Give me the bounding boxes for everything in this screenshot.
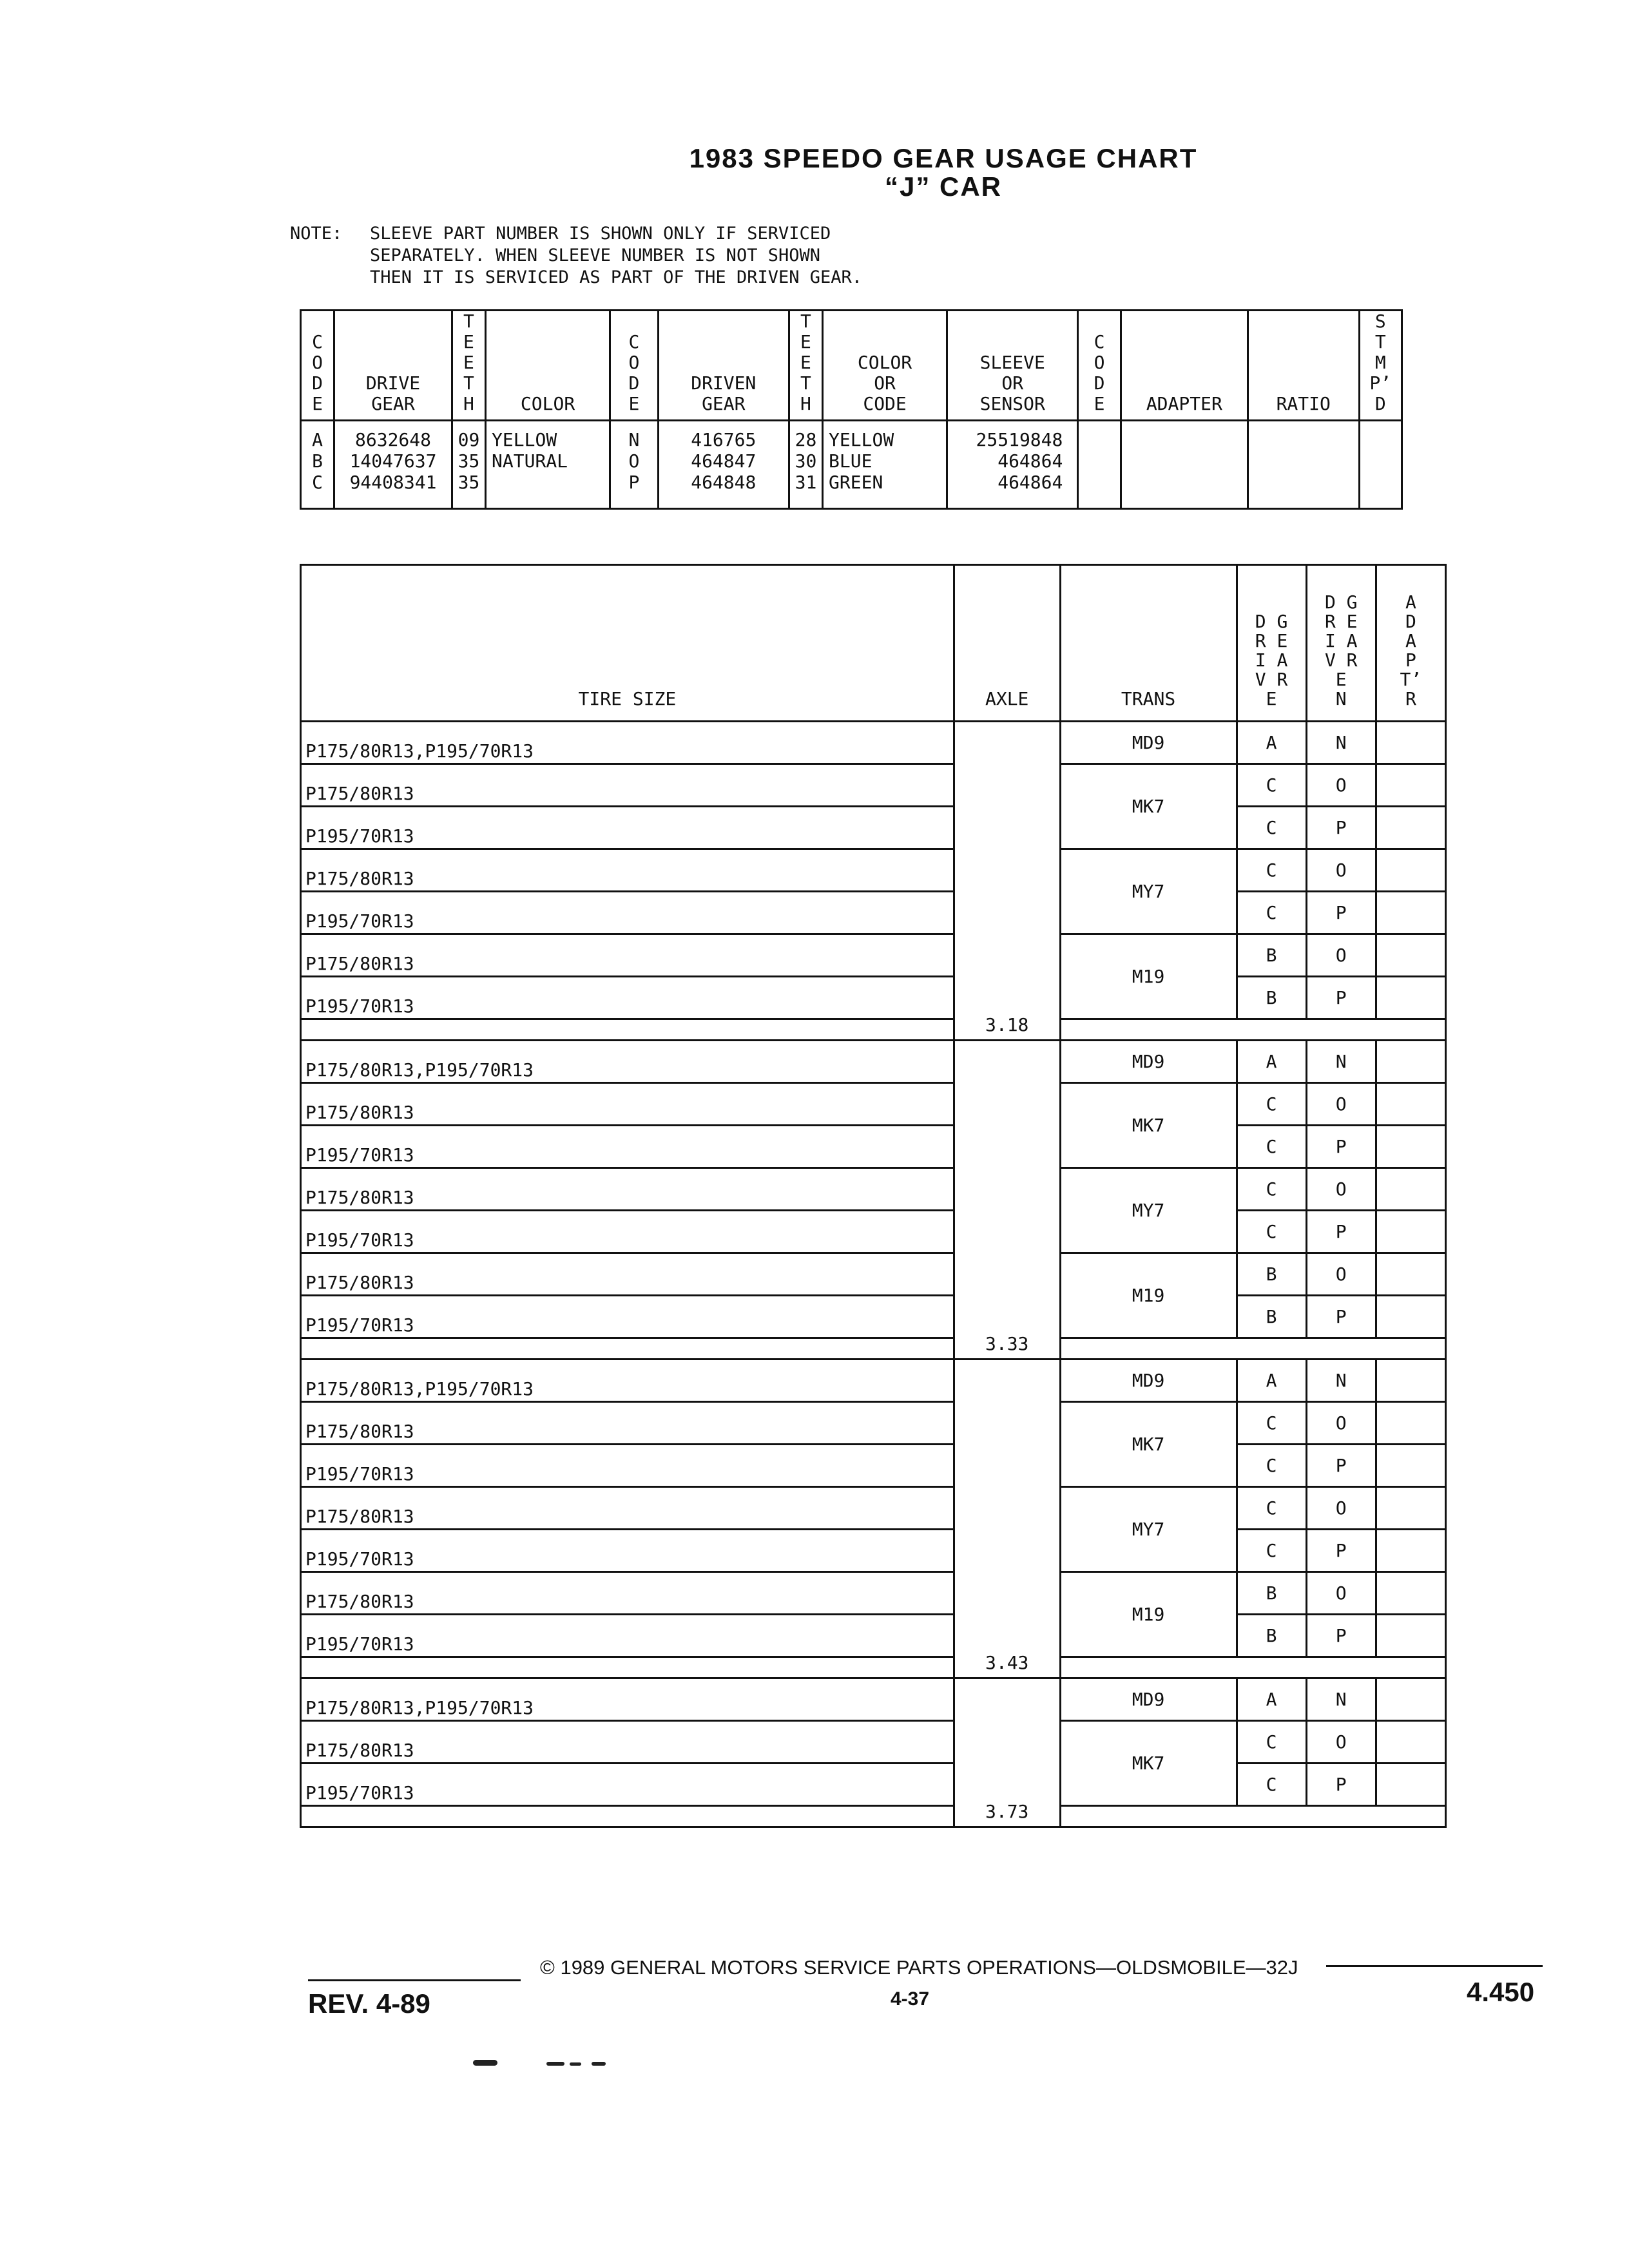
adapter-cell <box>1376 807 1445 849</box>
drive-gear-cell: C <box>1237 1126 1306 1168</box>
driven-gear-cell: O <box>1306 1083 1376 1126</box>
tire-size-cell: P175/80R13 <box>301 1083 954 1126</box>
tire-size-cell: P175/80R13 <box>301 1402 954 1445</box>
tire-size-cell: P195/70R13 <box>301 1530 954 1572</box>
header-driven-color: COLOR OR CODE <box>823 311 947 421</box>
trans-cell: MD9 <box>1060 1360 1237 1402</box>
table-row <box>301 1530 1446 1572</box>
tire-size-cell: P195/70R13 <box>301 892 954 934</box>
page-ref: 4-37 <box>891 1988 930 2010</box>
scan-smudge <box>473 2060 497 2066</box>
driven-gear-cell: P <box>1306 1615 1376 1657</box>
usage-table-body <box>301 722 1446 1827</box>
drive-gear-cell: C <box>1237 1402 1306 1445</box>
header-drive-gear: DRIVE GEAR <box>334 311 452 421</box>
table-row <box>301 1487 1446 1530</box>
table-row <box>301 807 1446 849</box>
header-driven-teeth: T E E T H <box>789 311 822 421</box>
drive-gear-cell: A <box>1237 1041 1306 1083</box>
separator-cell <box>301 1019 954 1041</box>
table-row <box>301 934 1446 977</box>
sleeve-code-cell <box>1078 421 1121 509</box>
drive-gear-cell: B <box>1237 1615 1306 1657</box>
separator-cell <box>301 1657 954 1678</box>
driven-code-cell: N O P <box>610 421 659 509</box>
drive-gear-cell: C <box>1237 1083 1306 1126</box>
adapter-cell <box>1376 892 1445 934</box>
tire-size-cell: P195/70R13 <box>301 1615 954 1657</box>
trans-cell: MY7 <box>1060 1487 1237 1572</box>
tire-size-cell: P175/80R13 <box>301 1253 954 1296</box>
table-row <box>301 892 1446 934</box>
adapter-cell <box>1376 977 1445 1019</box>
driven-gear-cell: O <box>1306 1253 1376 1296</box>
sleeve-cell: 25519848 464864 464864 <box>947 421 1078 509</box>
trans-cell: MY7 <box>1060 849 1237 934</box>
drive-gear-cell: A <box>1237 1678 1306 1721</box>
adapter-cell <box>1376 764 1445 807</box>
revision: REV. 4-89 <box>308 1988 430 2019</box>
tire-size-cell: P195/70R13 <box>301 1763 954 1806</box>
scan-smudge <box>570 2062 581 2066</box>
trans-cell: M19 <box>1060 934 1237 1019</box>
gear-table-body <box>301 421 1402 509</box>
drive-gear-cell: C <box>1237 892 1306 934</box>
copyright: © 1989 GENERAL MOTORS SERVICE PARTS OPERATIONS—OLDSMOBILE—32J <box>540 1956 1298 1979</box>
trans-cell: MK7 <box>1060 764 1237 849</box>
driven-gear-cell: P <box>1306 1296 1376 1338</box>
table-row <box>301 1083 1446 1126</box>
adapter-cell <box>1121 421 1248 509</box>
header-drive-color: COLOR <box>486 311 610 421</box>
table-row <box>301 1721 1446 1763</box>
drive-gear-cell: C <box>1237 1168 1306 1211</box>
trans-cell: M19 <box>1060 1253 1237 1338</box>
table-row <box>301 1360 1446 1402</box>
driven-gear-cell: P <box>1306 892 1376 934</box>
trans-cell: MK7 <box>1060 1083 1237 1168</box>
table-row <box>301 1615 1446 1657</box>
adapter-cell <box>1376 1168 1445 1211</box>
axle-cell: 3.33 <box>954 1041 1060 1360</box>
stmpd-cell <box>1359 421 1402 509</box>
axle-cell: 3.43 <box>954 1360 1060 1678</box>
drive-teeth-cell: 09 35 35 <box>452 421 485 509</box>
trans-cell: MD9 <box>1060 722 1237 764</box>
chart-subtitle: “J” CAR <box>884 171 1003 202</box>
driven-gear-cell: P <box>1306 807 1376 849</box>
tire-size-cell: P175/80R13,P195/70R13 <box>301 1678 954 1721</box>
separator-cell <box>301 1338 954 1360</box>
adapter-cell <box>1376 1041 1445 1083</box>
adapter-cell <box>1376 1530 1445 1572</box>
adapter-cell <box>1376 934 1445 977</box>
adapter-cell <box>1376 1678 1445 1721</box>
adapter-cell <box>1376 1445 1445 1487</box>
gear-table <box>300 309 1403 510</box>
tire-size-cell: P175/80R13 <box>301 1572 954 1615</box>
drive-gear-cell: C <box>1237 1763 1306 1806</box>
header-tire-size: TIRE SIZE <box>301 565 954 722</box>
axle-cell: 3.73 <box>954 1678 1060 1827</box>
table-row <box>301 1763 1446 1806</box>
note-line: SLEEVE PART NUMBER IS SHOWN ONLY IF SERVICED <box>370 224 831 244</box>
header-sleeve-code: C O D E <box>1078 311 1121 421</box>
table-row <box>301 1041 1446 1083</box>
driven-color-cell: YELLOW BLUE GREEN <box>823 421 947 509</box>
adapter-cell <box>1376 1360 1445 1402</box>
driven-gear-cell: O <box>1306 1402 1376 1445</box>
drive-gear-cell: A <box>1237 722 1306 764</box>
footer-rule-left <box>308 1979 521 1981</box>
adapter-cell <box>1376 1296 1445 1338</box>
driven-gear-cell: N <box>1306 1360 1376 1402</box>
note-line: SEPARATELY. WHEN SLEEVE NUMBER IS NOT SHOWN <box>370 245 820 265</box>
page-number: 4.450 <box>1467 1977 1535 2007</box>
header-adapter: ADAPTER <box>1121 311 1248 421</box>
separator-cell <box>301 1806 954 1827</box>
header-axle: AXLE <box>954 565 1060 722</box>
ratio-cell <box>1248 421 1359 509</box>
table-row <box>301 1572 1446 1615</box>
adapter-cell <box>1376 1253 1445 1296</box>
scan-smudge <box>592 2062 606 2066</box>
separator-cell <box>1060 1657 1445 1678</box>
table-row <box>301 1168 1446 1211</box>
trans-cell: MY7 <box>1060 1168 1237 1253</box>
header-ratio: RATIO <box>1248 311 1359 421</box>
chart-title: 1983 SPEEDO GEAR USAGE CHART <box>689 143 1198 173</box>
adapter-cell <box>1376 1211 1445 1253</box>
drive-gear-cell: C <box>1237 1211 1306 1253</box>
table-row <box>301 1253 1446 1296</box>
driven-gear-cell: P <box>1306 1763 1376 1806</box>
drive-gear-cell: A <box>1237 1360 1306 1402</box>
tire-size-cell: P195/70R13 <box>301 977 954 1019</box>
drive-gear-cell: B <box>1237 934 1306 977</box>
header-trans: TRANS <box>1060 565 1237 722</box>
driven-gear-cell: P <box>1306 1445 1376 1487</box>
tire-size-cell: P195/70R13 <box>301 1445 954 1487</box>
adapter-cell <box>1376 849 1445 892</box>
adapter-cell <box>1376 1126 1445 1168</box>
header-stmpd: S T M P’ D <box>1359 311 1402 421</box>
table-row <box>301 1126 1446 1168</box>
driven-gear-cell: O <box>1306 934 1376 977</box>
header-drive-code: C O D E <box>301 311 334 421</box>
trans-cell: M19 <box>1060 1572 1237 1657</box>
tire-size-cell: P175/80R13,P195/70R13 <box>301 722 954 764</box>
header-driven-gear: D G R E I A V R E N <box>1306 565 1376 722</box>
tire-size-cell: P195/70R13 <box>301 1211 954 1253</box>
trans-cell: MD9 <box>1060 1678 1237 1721</box>
driven-gear-cell: P <box>1306 1530 1376 1572</box>
driven-gear-cell: P <box>1306 1211 1376 1253</box>
drive-gear-cell: C <box>1237 1487 1306 1530</box>
note-text <box>370 223 950 289</box>
drive-gear-cell: C <box>1237 807 1306 849</box>
driven-gear-cell: O <box>1306 1487 1376 1530</box>
separator-cell <box>1060 1019 1445 1041</box>
adapter-cell <box>1376 722 1445 764</box>
driven-gear-cell: O <box>1306 1572 1376 1615</box>
header-driven-gear: DRIVEN GEAR <box>658 311 789 421</box>
header-drive-teeth: T E E T H <box>452 311 485 421</box>
table-row <box>301 764 1446 807</box>
group-separator <box>301 1338 1446 1360</box>
drive-gear-cell: C <box>1237 1445 1306 1487</box>
table-row <box>301 1211 1446 1253</box>
tire-size-cell: P195/70R13 <box>301 1296 954 1338</box>
separator-cell <box>1060 1338 1445 1360</box>
drive-gear-cell: 8632648 14047637 94408341 <box>334 421 452 509</box>
drive-gear-cell: B <box>1237 1296 1306 1338</box>
drive-gear-cell: B <box>1237 1253 1306 1296</box>
tire-size-cell: P195/70R13 <box>301 807 954 849</box>
tire-size-cell: P175/80R13,P195/70R13 <box>301 1360 954 1402</box>
drive-gear-cell: C <box>1237 849 1306 892</box>
tire-size-cell: P175/80R13 <box>301 849 954 892</box>
adapter-cell <box>1376 1487 1445 1530</box>
trans-cell: MK7 <box>1060 1402 1237 1487</box>
adapter-cell <box>1376 1572 1445 1615</box>
drive-gear-cell: B <box>1237 1572 1306 1615</box>
drive-gear-cell: C <box>1237 1721 1306 1763</box>
header-sleeve: SLEEVE OR SENSOR <box>947 311 1078 421</box>
adapter-cell <box>1376 1763 1445 1806</box>
tire-size-cell: P175/80R13 <box>301 1487 954 1530</box>
gear-table-header <box>301 311 1402 421</box>
drive-gear-cell: B <box>1237 977 1306 1019</box>
driven-gear-cell: N <box>1306 722 1376 764</box>
note-line: THEN IT IS SERVICED AS PART OF THE DRIVEN GEAR. <box>370 267 863 287</box>
header-drive-gear: D G R E I A V R E <box>1237 565 1306 722</box>
drive-gear-cell: C <box>1237 764 1306 807</box>
group-separator <box>301 1806 1446 1827</box>
driven-teeth-cell: 28 30 31 <box>789 421 822 509</box>
group-separator <box>301 1657 1446 1678</box>
adapter-cell <box>1376 1083 1445 1126</box>
tire-size-cell: P195/70R13 <box>301 1126 954 1168</box>
usage-table <box>300 564 1447 1828</box>
footer-rule-right <box>1326 1965 1543 1967</box>
usage-table-header <box>301 565 1446 722</box>
group-separator <box>301 1019 1446 1041</box>
driven-gear-cell: O <box>1306 764 1376 807</box>
drive-color-cell: YELLOW NATURAL <box>486 421 610 509</box>
driven-gear-cell: O <box>1306 849 1376 892</box>
drive-gear-cell: C <box>1237 1530 1306 1572</box>
driven-gear-cell: 416765 464847 464848 <box>658 421 789 509</box>
table-row <box>301 1445 1446 1487</box>
scan-smudge <box>546 2062 564 2066</box>
table-row <box>301 849 1446 892</box>
table-row <box>301 1296 1446 1338</box>
adapter-cell <box>1376 1615 1445 1657</box>
axle-cell: 3.18 <box>954 722 1060 1041</box>
tire-size-cell: P175/80R13 <box>301 764 954 807</box>
driven-gear-cell: N <box>1306 1678 1376 1721</box>
driven-gear-cell: P <box>1306 977 1376 1019</box>
table-row <box>301 977 1446 1019</box>
driven-gear-cell: O <box>1306 1721 1376 1763</box>
header-driven-code: C O D E <box>610 311 659 421</box>
table-row <box>301 722 1446 764</box>
separator-cell <box>1060 1806 1445 1827</box>
header-adapter: A D A P T’ R <box>1376 565 1445 722</box>
table-row <box>301 1678 1446 1721</box>
tire-size-cell: P175/80R13 <box>301 934 954 977</box>
drive-code-cell: A B C <box>301 421 334 509</box>
trans-cell: MK7 <box>1060 1721 1237 1806</box>
adapter-cell <box>1376 1721 1445 1763</box>
driven-gear-cell: N <box>1306 1041 1376 1083</box>
driven-gear-cell: P <box>1306 1126 1376 1168</box>
tire-size-cell: P175/80R13,P195/70R13 <box>301 1041 954 1083</box>
adapter-cell <box>1376 1402 1445 1445</box>
tire-size-cell: P175/80R13 <box>301 1168 954 1211</box>
table-row <box>301 1402 1446 1445</box>
note-label: NOTE: <box>290 224 343 244</box>
driven-gear-cell: O <box>1306 1168 1376 1211</box>
tire-size-cell: P175/80R13 <box>301 1721 954 1763</box>
trans-cell: MD9 <box>1060 1041 1237 1083</box>
